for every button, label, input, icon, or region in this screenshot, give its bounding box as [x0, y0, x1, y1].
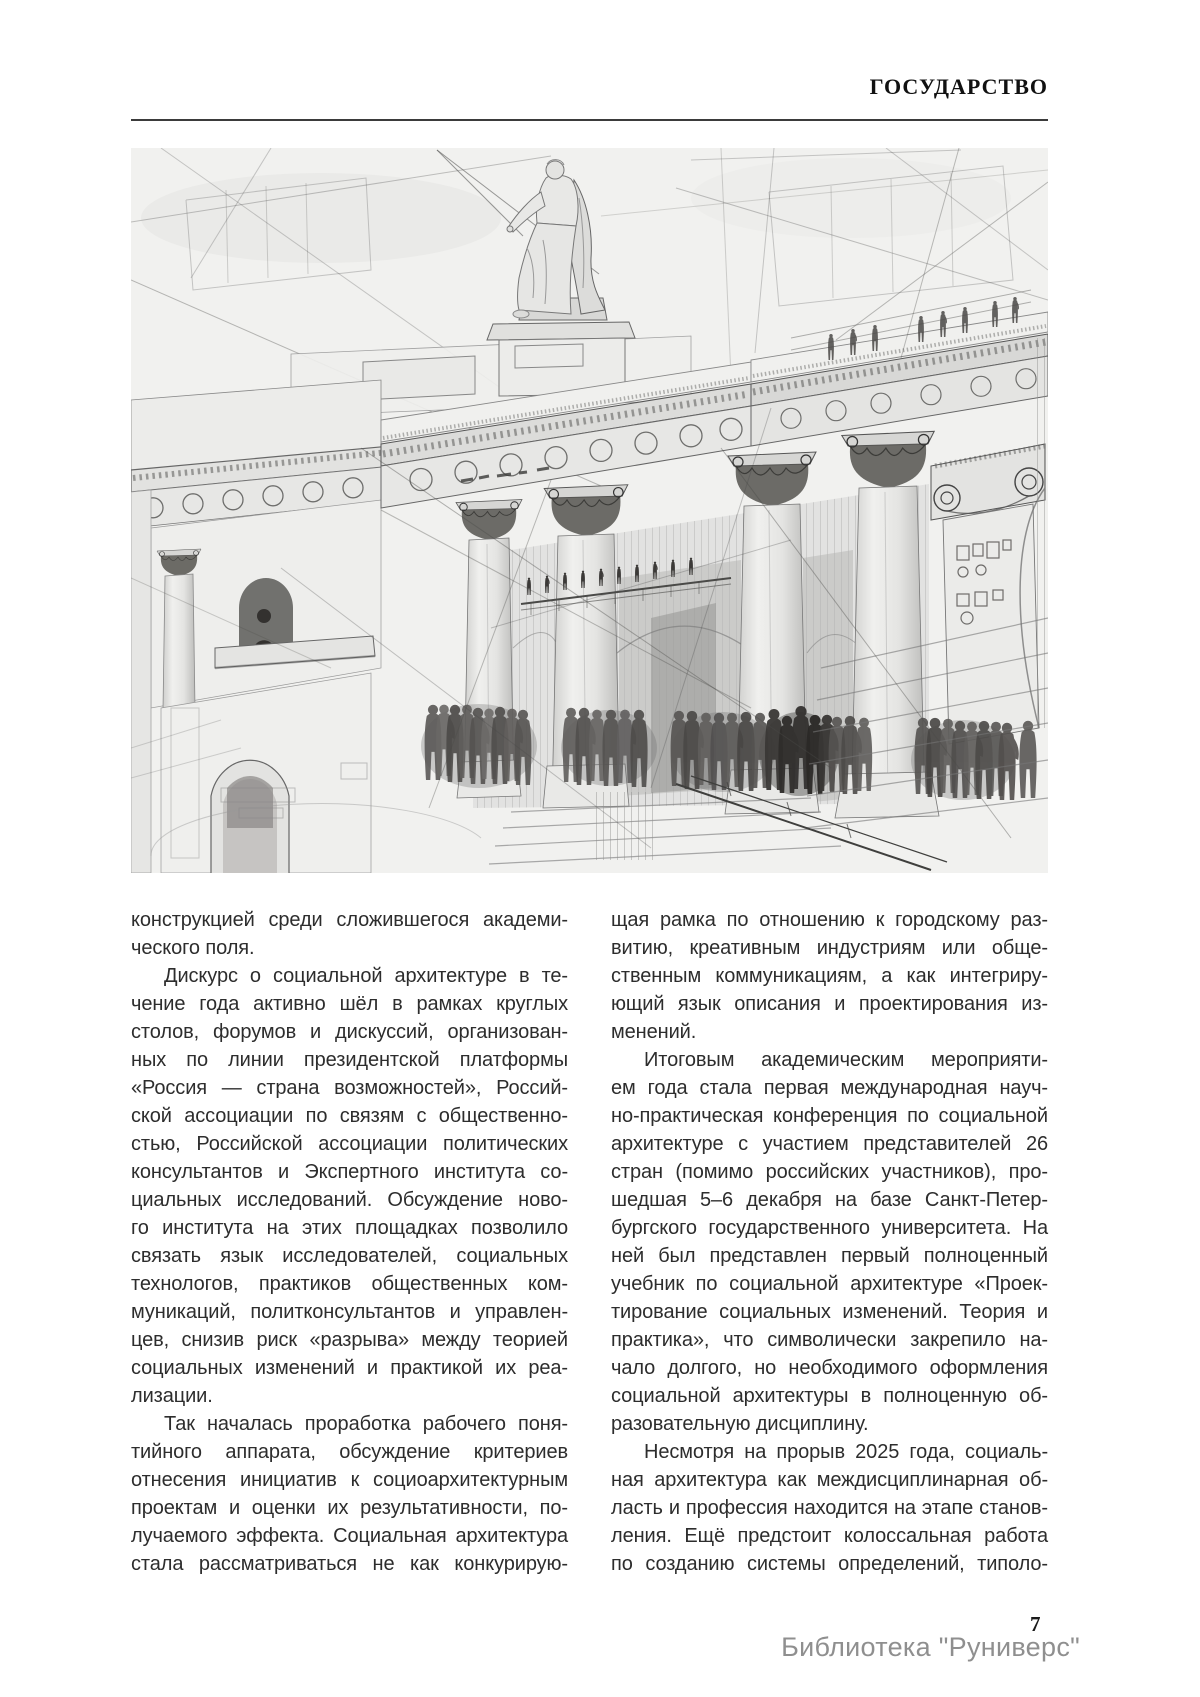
text-line: столов, форумов и дискуссий, организован-	[131, 1021, 568, 1043]
text-line: ской ассоциации по связям с общественно-	[131, 1105, 568, 1127]
text-line: тийного аппарата, обсуждение критериев	[131, 1441, 568, 1463]
text-line: по созданию системы определений, типоло-	[611, 1553, 1048, 1575]
article-illustration	[131, 148, 1048, 873]
text-line: конструкцией среди сложившегося академи-	[131, 909, 568, 931]
text-line: отнесения инициатив к социоархитектурным	[131, 1469, 568, 1491]
text-line: «Россия — страна возможностей», Россий-	[131, 1077, 568, 1099]
text-line: практика», что символически закрепило на-	[611, 1329, 1048, 1351]
text-line: ческого поля.	[131, 937, 255, 959]
text-line: но-практическая конференция по социальной	[611, 1105, 1048, 1127]
text-line: стран (помимо российских участников), про-	[611, 1161, 1048, 1183]
text-line: муникаций, политконсультантов и управлен-	[131, 1301, 568, 1323]
header-rule	[131, 119, 1048, 121]
text-line: щая рамка по отношению к городскому раз-	[611, 909, 1048, 931]
text-line: ласть и профессия находится на этапе станов-	[611, 1497, 1048, 1519]
text-column-right	[611, 906, 1048, 1578]
text-line: стала рассматриваться не как конкурирую-	[131, 1553, 568, 1575]
text-line: ственным коммуникациям, а как интегриру-	[611, 965, 1048, 987]
text-line: тирование социальных изменений. Теория и	[611, 1301, 1048, 1323]
text-line: чало долгого, но необходимого оформления	[611, 1357, 1048, 1379]
text-line: бургского государственного университета. На	[611, 1217, 1048, 1239]
text-line: ная архитектура как междисциплинарная об-	[611, 1469, 1048, 1491]
text-line: лучаемого эффекта. Социальная архитектура	[131, 1525, 568, 1547]
text-line: ления. Ещё предстоит колоссальная работа	[611, 1525, 1048, 1547]
text-line: витию, креативным индустриям или обще-	[611, 937, 1048, 959]
text-line: технологов, практиков общественных ком-	[131, 1273, 568, 1295]
text-line: менений.	[611, 1021, 697, 1043]
text-line: ем года стала первая международная науч-	[611, 1077, 1048, 1099]
section-title: ГОСУДАРСТВО	[869, 74, 1048, 99]
text-line: ней был представлен первый полноценный	[611, 1245, 1048, 1267]
text-line: чение года активно шёл в рамках круглых	[131, 993, 568, 1015]
text-line: шедшая 5–6 декабря на базе Санкт-Петер-	[611, 1189, 1048, 1211]
pencil-sketch-building	[131, 148, 1048, 873]
text-line: ющий язык описания и проектирования из-	[611, 993, 1048, 1015]
text-line: цев, снизив риск «разрыва» между теорией	[131, 1329, 568, 1351]
text-line: стью, Российской ассоциации политических	[131, 1133, 568, 1155]
text-line: учебник по социальной архитектуре «Проек-	[611, 1273, 1048, 1295]
text-line: архитектуре с участием представителей 26	[611, 1133, 1048, 1155]
text-line: социальной архитектуры в полноценную об-	[611, 1385, 1048, 1407]
text-line: Итоговым академическим мероприяти-	[644, 1049, 1048, 1071]
text-line: социальных изменений и практикой их реа-	[131, 1357, 568, 1379]
text-line: ных по линии президентской платформы	[131, 1049, 568, 1071]
text-line: го института на этих площадках позволило	[131, 1217, 568, 1239]
text-line: лизации.	[131, 1385, 213, 1407]
text-line: циальных исследований. Обсуждение ново-	[131, 1189, 568, 1211]
text-line: Дискурс о социальной архитектуре в те-	[164, 965, 568, 987]
text-line: проектам и оценки их результативности, по-	[131, 1497, 568, 1519]
library-watermark: Библиотека "Руниверс"	[781, 1632, 1080, 1662]
text-column-left	[131, 906, 568, 1578]
page-number: 7	[1030, 1612, 1041, 1636]
text-line: связать язык исследователей, социальных	[131, 1245, 568, 1267]
text-line: консультантов и Экспертного института со-	[131, 1161, 568, 1183]
text-line: разовательную дисциплину.	[611, 1413, 869, 1435]
article-body	[131, 906, 1048, 1578]
text-line: Так началась проработка рабочего поня-	[164, 1413, 568, 1435]
running-head	[131, 74, 1048, 100]
text-line: Несмотря на прорыв 2025 года, социаль-	[644, 1441, 1048, 1463]
